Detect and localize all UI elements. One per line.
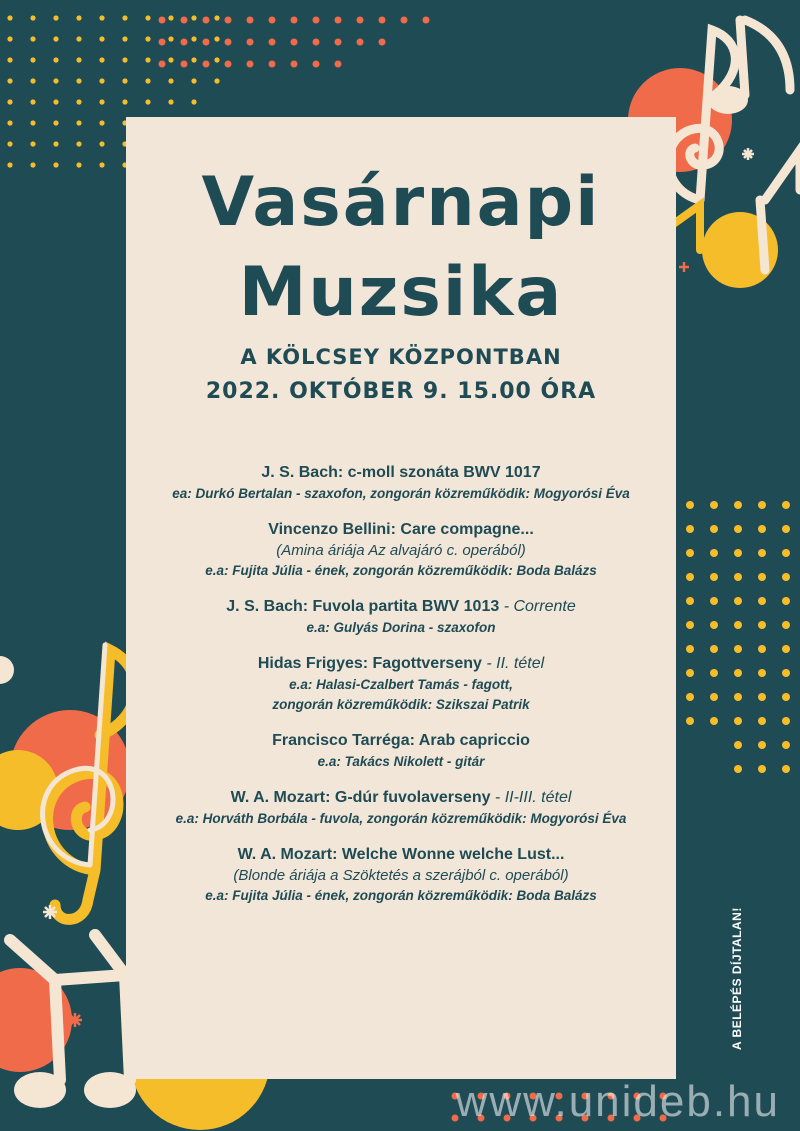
dot: [181, 61, 188, 68]
dot: [710, 645, 718, 653]
dot: [181, 17, 188, 24]
dot: [99, 57, 104, 62]
work-title: W. A. Mozart: G-dúr fuvolaverseny: [230, 789, 491, 806]
note-head: [708, 86, 748, 114]
dot: [76, 15, 81, 20]
dot: [247, 39, 254, 46]
dot: [53, 141, 58, 146]
program-panel: [126, 117, 676, 1079]
dot: [159, 39, 166, 46]
work-title: Vincenzo Bellini: Care compagne...: [268, 521, 534, 538]
dot: [758, 717, 766, 725]
star-icon: [742, 148, 754, 160]
dot: [122, 15, 127, 20]
work-note: (Amina áriája Az alvajáró c. operából): [276, 542, 526, 559]
dot: [782, 621, 790, 629]
dot: [203, 39, 210, 46]
dot: [7, 120, 12, 125]
dot: [758, 573, 766, 581]
dot: [423, 17, 430, 24]
dot: [379, 39, 386, 46]
dot: [168, 57, 173, 62]
dot: [122, 57, 127, 62]
dot: [379, 17, 386, 24]
program-work: [126, 519, 676, 541]
dot: [686, 573, 694, 581]
dot: [710, 669, 718, 677]
dot: [291, 61, 298, 68]
dot: [225, 17, 232, 24]
dot: [214, 36, 219, 41]
dot: [734, 501, 742, 509]
eighth-note-icon: [740, 20, 790, 95]
program-item: [126, 787, 676, 829]
dot: [734, 717, 742, 725]
dot-pattern-right: [686, 501, 790, 773]
dot: [686, 501, 694, 509]
work-movement: - II. tétel: [481, 655, 545, 672]
dot: [335, 61, 342, 68]
performers: e.a: Fujita Júlia - ének, zongorán közreműködik: Boda Balázs: [205, 563, 597, 578]
dot: [734, 765, 742, 773]
dot: [734, 597, 742, 605]
dot: [76, 99, 81, 104]
dot: [686, 621, 694, 629]
dot: [782, 693, 790, 701]
dot: [734, 693, 742, 701]
dot: [7, 15, 12, 20]
dot: [76, 162, 81, 167]
dot: [191, 99, 196, 104]
dot: [99, 120, 104, 125]
dot: [758, 645, 766, 653]
dot: [335, 39, 342, 46]
dot: [99, 15, 104, 20]
program-item: [126, 462, 676, 504]
dot: [686, 525, 694, 533]
work-movement: - II-III. tétel: [490, 789, 572, 806]
work-title: Hidas Frigyes: Fagottverseny: [257, 655, 482, 672]
dot: [313, 39, 320, 46]
work-title: J. S. Bach: Fuvola partita BWV 1013: [226, 598, 500, 615]
dot: [181, 39, 188, 46]
dot: [214, 78, 219, 83]
dot: [782, 717, 790, 725]
dot: [758, 765, 766, 773]
dot: [710, 525, 718, 533]
dot: [191, 15, 196, 20]
dot: [401, 17, 408, 24]
program-work: [126, 730, 676, 752]
program-work: [126, 787, 676, 809]
dot: [99, 162, 104, 167]
page-title-line2: Muzsika: [238, 253, 564, 332]
dot: [225, 39, 232, 46]
dot: [686, 645, 694, 653]
dot: [686, 549, 694, 557]
page-title-line1: Vasárnapi: [201, 163, 601, 242]
dot: [758, 693, 766, 701]
dot: [53, 120, 58, 125]
dot: [782, 597, 790, 605]
dot: [710, 717, 718, 725]
free-entry-note: A BELÉPÉS DÍJTALAN!: [730, 907, 744, 1050]
dot: [335, 17, 342, 24]
performers: zongorán közreműködik: Szikszai Patrik: [272, 697, 530, 712]
dot: [710, 693, 718, 701]
dot: [269, 39, 276, 46]
work-note: (Blonde áriája a Szöktetés a szerájból c. operából): [233, 867, 569, 884]
dot: [734, 741, 742, 749]
dot: [203, 61, 210, 68]
dot: [734, 645, 742, 653]
dot: [269, 17, 276, 24]
dot: [76, 36, 81, 41]
dot: [734, 525, 742, 533]
dot: [191, 78, 196, 83]
dot: [782, 645, 790, 653]
star-icon: [679, 262, 689, 272]
work-title: W. A. Mozart: Welche Wonne welche Lust...: [237, 846, 565, 863]
dot: [7, 162, 12, 167]
program-work: [126, 844, 676, 866]
dot: [7, 36, 12, 41]
performers: ea: Durkó Bertalan - szaxofon, zongorán közreműködik: Mogyorósi Éva: [172, 486, 630, 501]
work-title: J. S. Bach: c-moll szonáta BWV 1017: [261, 464, 541, 481]
dot: [313, 17, 320, 24]
dot: [782, 501, 790, 509]
dot: [758, 597, 766, 605]
performers: e.a: Horváth Borbála - fuvola, zongorán közreműködik: Mogyorósi Éva: [175, 811, 627, 826]
dot: [710, 597, 718, 605]
dot: [758, 669, 766, 677]
dot: [168, 15, 173, 20]
dot: [247, 17, 254, 24]
dot-pattern-top: [159, 17, 430, 68]
dot: [7, 99, 12, 104]
performers: e.a: Takács Nikolett - gitár: [317, 754, 485, 769]
dot: [225, 61, 232, 68]
program-item: [126, 844, 676, 906]
dot: [710, 573, 718, 581]
dot: [122, 99, 127, 104]
watermark: www.unideb.hu: [455, 1077, 780, 1126]
program-item: [126, 596, 676, 638]
dot: [191, 36, 196, 41]
dot: [214, 15, 219, 20]
performers: e.a: Fujita Júlia - ének, zongorán közreműködik: Boda Balázs: [205, 888, 597, 903]
dot: [758, 501, 766, 509]
program-item: [126, 730, 676, 772]
dot: [76, 78, 81, 83]
dot: [686, 597, 694, 605]
work-title: Francisco Tarréga: Arab capriccio: [272, 732, 530, 749]
dot: [30, 120, 35, 125]
program-work: [126, 653, 676, 675]
dot: [686, 693, 694, 701]
program-list: [126, 462, 676, 921]
dot: [313, 61, 320, 68]
dot: [30, 78, 35, 83]
dot: [53, 15, 58, 20]
dot: [122, 36, 127, 41]
dot: [30, 57, 35, 62]
dot: [758, 621, 766, 629]
dot: [203, 17, 210, 24]
dot: [782, 549, 790, 557]
dot: [30, 15, 35, 20]
dot: [30, 36, 35, 41]
dot: [145, 15, 150, 20]
dot: [76, 57, 81, 62]
dot: [734, 669, 742, 677]
dot: [758, 525, 766, 533]
dot: [168, 36, 173, 41]
dot: [53, 78, 58, 83]
performers: e.a: Gulyás Dorina - szaxofon: [306, 620, 496, 635]
dot: [30, 141, 35, 146]
dot: [686, 717, 694, 725]
program-item: [126, 653, 676, 715]
dot: [291, 39, 298, 46]
dot: [734, 573, 742, 581]
dot: [247, 61, 254, 68]
dot: [30, 99, 35, 104]
dot: [53, 57, 58, 62]
circle-shape: [0, 656, 14, 684]
program-work: [126, 596, 676, 618]
dot: [145, 99, 150, 104]
note-head: [14, 1072, 66, 1108]
dot: [30, 162, 35, 167]
program-item: [126, 519, 676, 581]
work-movement: - Corrente: [499, 598, 576, 615]
program-work: [126, 462, 676, 484]
dot: [99, 141, 104, 146]
dot: [159, 61, 166, 68]
dot: [7, 141, 12, 146]
dot: [145, 78, 150, 83]
dot: [734, 621, 742, 629]
dot: [168, 99, 173, 104]
dot: [145, 57, 150, 62]
dot: [53, 36, 58, 41]
dot: [76, 141, 81, 146]
dot: [710, 621, 718, 629]
dot: [122, 78, 127, 83]
performers: e.a: Halasi-Czalbert Tamás - fagott,: [289, 677, 513, 692]
dot: [99, 78, 104, 83]
dot: [168, 78, 173, 83]
dot: [269, 61, 276, 68]
dot: [53, 99, 58, 104]
dot: [53, 162, 58, 167]
venue-subtitle: A KÖLCSEY KÖZPONTBAN: [240, 345, 562, 369]
dot: [782, 765, 790, 773]
dot: [734, 549, 742, 557]
dot: [291, 17, 298, 24]
dot: [782, 525, 790, 533]
dot: [357, 17, 364, 24]
dot: [99, 99, 104, 104]
dot: [710, 501, 718, 509]
eighth-note-icon: [760, 150, 800, 270]
dot: [159, 17, 166, 24]
dot: [7, 57, 12, 62]
star-icon: [43, 905, 57, 919]
dot: [191, 57, 196, 62]
dot: [214, 57, 219, 62]
dot: [7, 78, 12, 83]
dot: [99, 36, 104, 41]
dot: [710, 549, 718, 557]
dot: [758, 741, 766, 749]
dot: [145, 36, 150, 41]
dot: [686, 669, 694, 677]
date-subtitle: 2022. OKTÓBER 9. 15.00 ÓRA: [205, 379, 597, 404]
dot: [782, 741, 790, 749]
dot: [782, 573, 790, 581]
dot: [357, 39, 364, 46]
dot: [782, 669, 790, 677]
dot: [76, 120, 81, 125]
dot: [758, 549, 766, 557]
